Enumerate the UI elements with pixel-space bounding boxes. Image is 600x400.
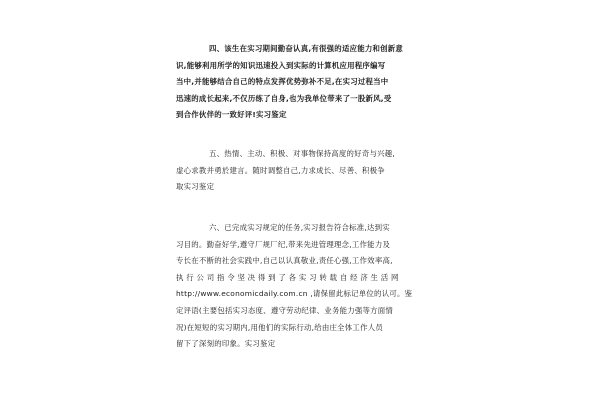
paragraph-six: [176, 220, 438, 353]
text-line: http://www.economicdaily.com.cn ,请保留此标记单位的认可。鉴: [176, 289, 413, 299]
text-line: 况)在短短的实习期内,用他们的实际行动,给由庄全体工作人员: [176, 322, 383, 332]
text-line: 留下了深刻的印象。实习鉴定: [176, 339, 276, 349]
text-line: 到合作伙伴的一致好评!实习鉴定: [176, 110, 287, 120]
text-line: 习目的。勤奋好学,遵守厂规厂纪,带来先进管理理念,工作能力及: [176, 239, 391, 249]
text-line: 六、已完成实习规定的任务,实习报告符合标准,达到实: [209, 223, 390, 232]
text-line: 虚心求教并勇於建言。随时调整自己,力求成长、尽善、积极争: [176, 165, 385, 175]
paragraph-five: [176, 146, 438, 196]
text-line: 四、该生在实习期间勤奋认真,有很强的适应能力和创新意: [209, 44, 404, 53]
text-line: 五、热情、主动、积极、对事物保持高度的好奇与兴趣,: [209, 149, 395, 158]
text-line: 执 行 公 司 指 令 坚 决 得 到 了 各 实 习 转 载 自 经 济 生 活 网: [176, 272, 399, 282]
text-line: 识,能够利用所学的知识迅速投入到实际的计算机应用程序编写: [176, 60, 386, 70]
text-line: 定评语(主要包括实习态度、遵守劳动纪律、业务能力强等方面情: [176, 305, 394, 315]
paragraph-four: [176, 41, 438, 124]
text-line: 当中,并能够结合自己的特点发挥优势弥补不足,在实习过程当中: [176, 77, 389, 87]
text-line: 取实习鉴定: [176, 182, 215, 192]
text-line: 专长在不断的社会实践中,自己以认真敬业,责任心强,工作效率高,: [176, 256, 393, 266]
text-line: 迅速的成长起来,不仅历练了自身,也为我单位带来了一股新风,受: [176, 93, 392, 103]
